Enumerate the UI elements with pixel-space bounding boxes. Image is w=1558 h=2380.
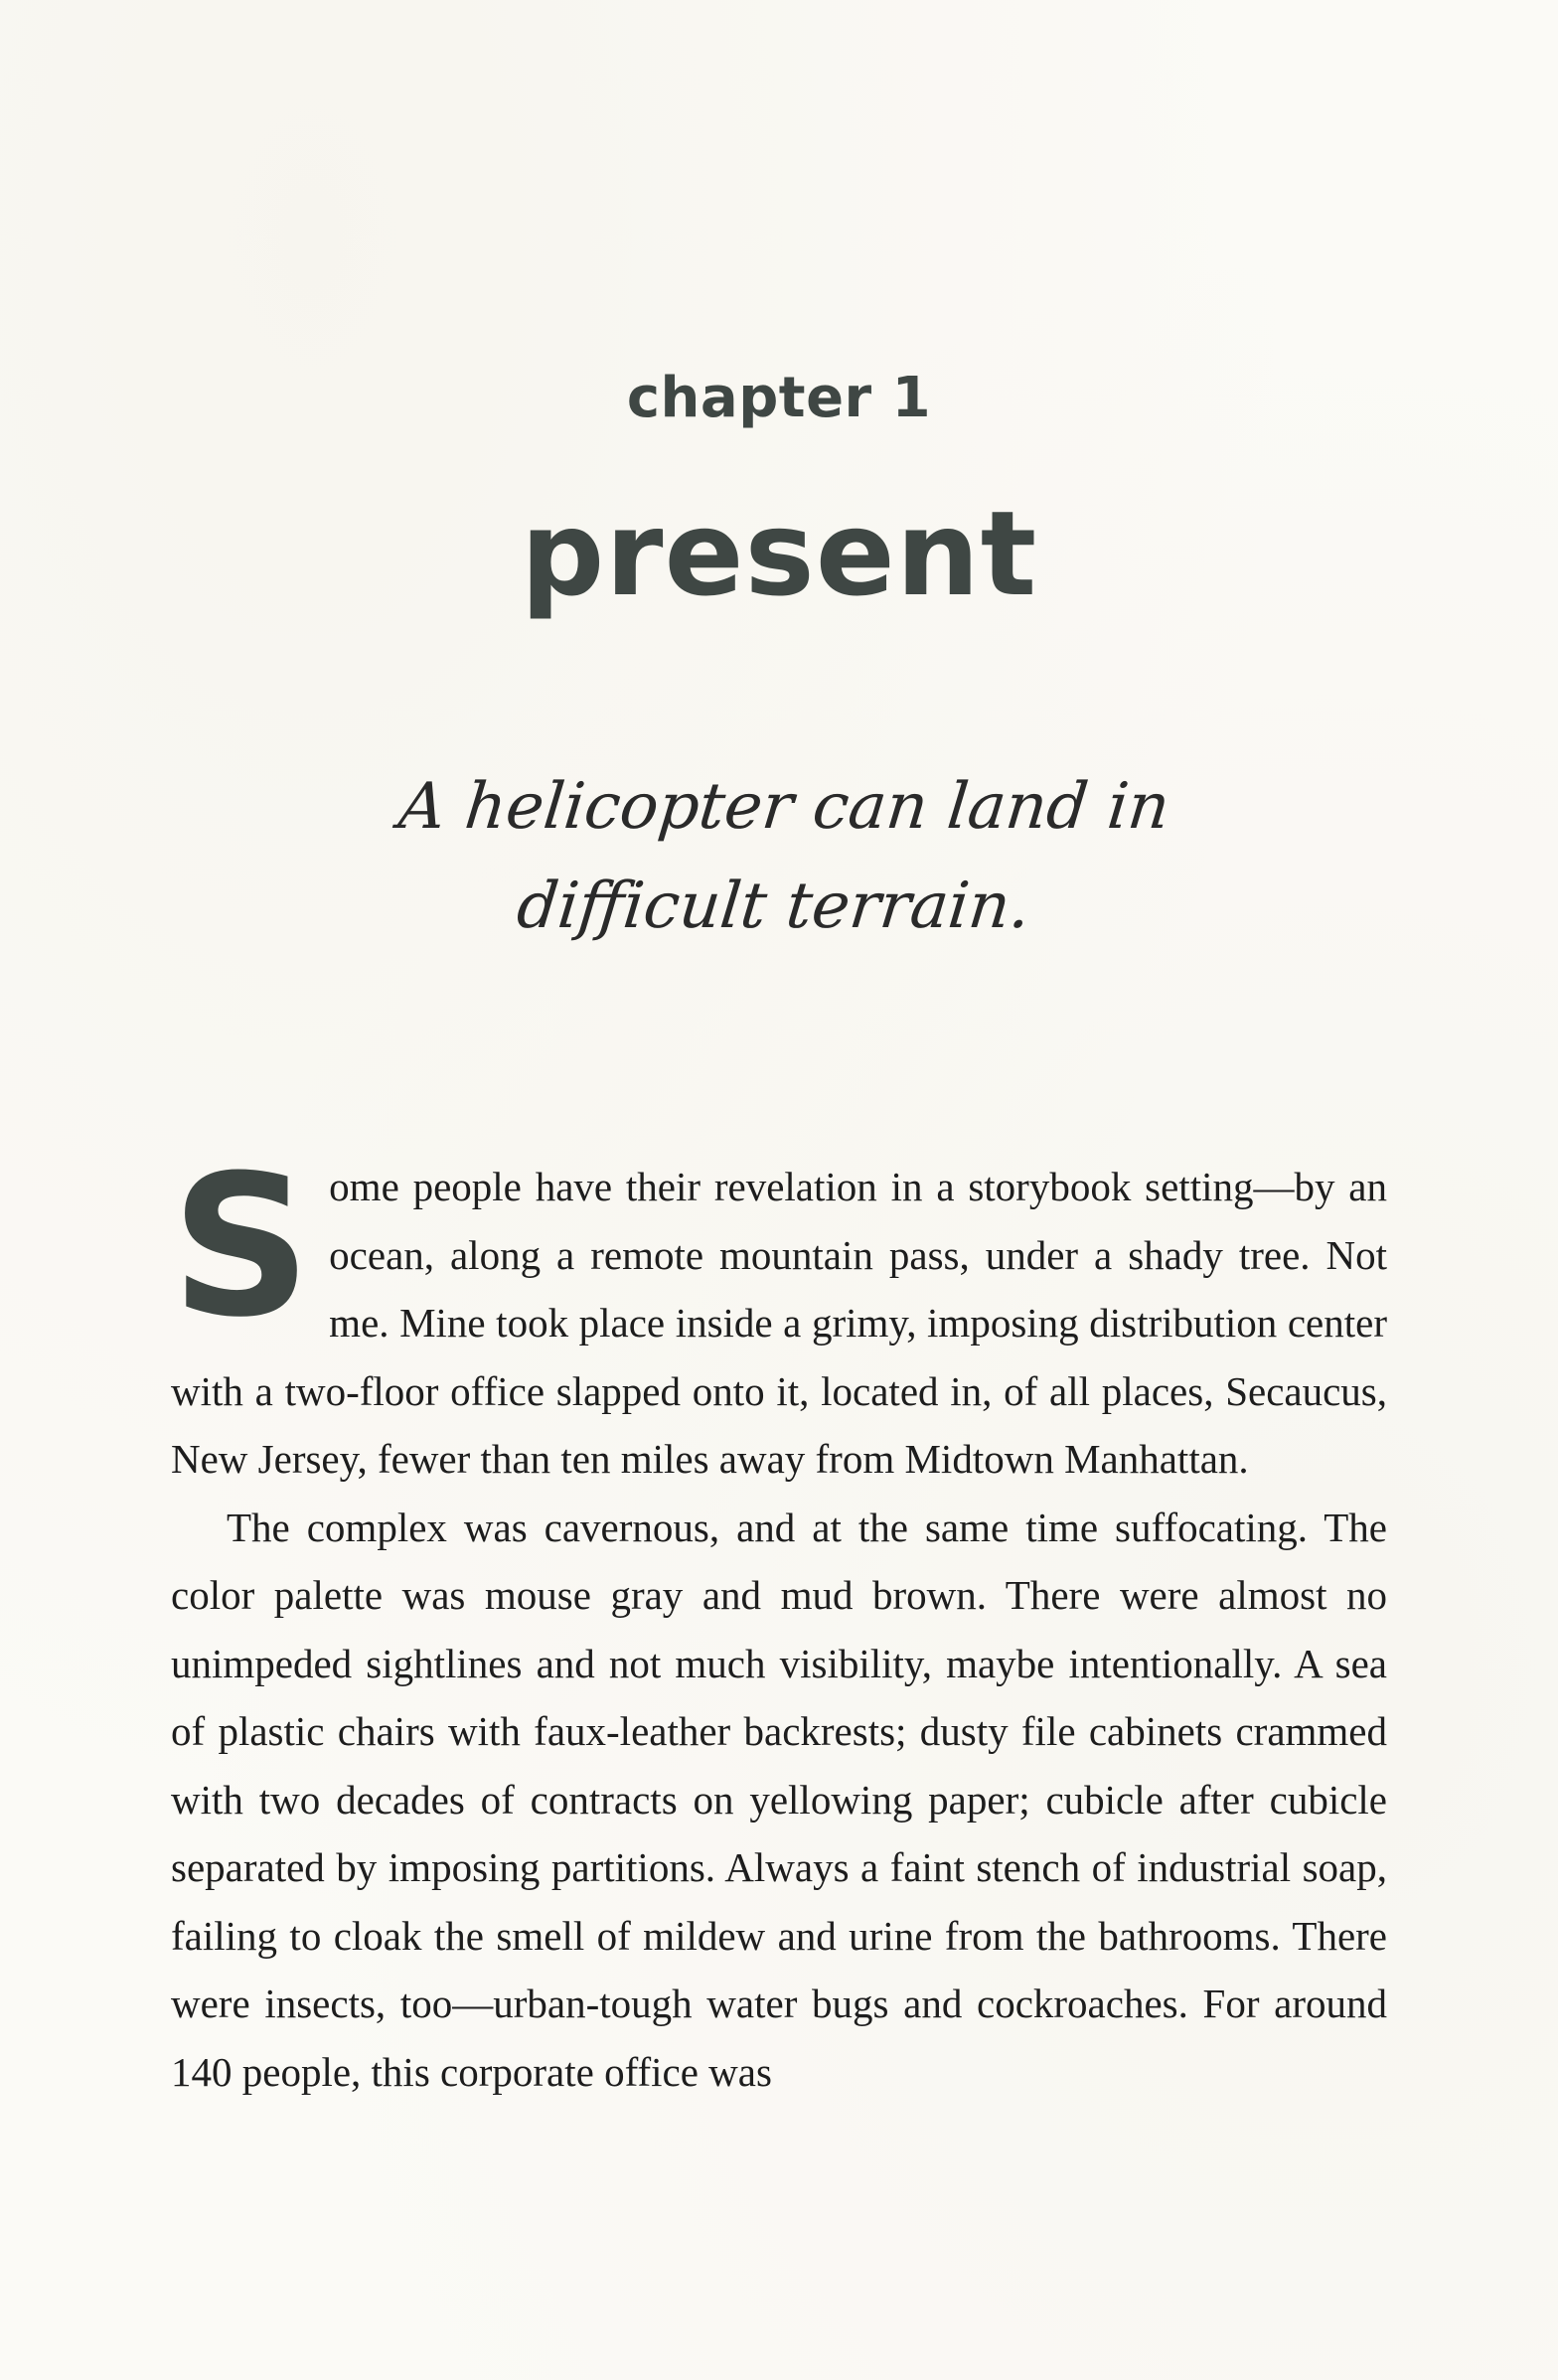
chapter-title: present — [520, 485, 1038, 622]
epigraph — [307, 757, 1250, 956]
paragraph-2: The complex was cavernous, and at the same time suffocating. The color palette was mouse gray and mud brown. There were almost no unimpeded sightlines and not much visibility, maybe intentionally. A sea of plastic chairs with faux-leather backrests; dusty file cabinets crammed with two decades of contracts on yellowing paper; cubicle after cubicle separated by imposing partitions. Always a faint stench of industrial soap, failing to cloak the smell of mildew and urine from the bathrooms. There were insects, too—urban-tough water bugs and cockroaches. For around 140 people, this corporate office was — [171, 1504, 1387, 2095]
chapter-label: chapter 1 — [626, 366, 932, 430]
epigraph-line-1: A helicopter can land in — [394, 770, 1173, 844]
drop-cap: S — [171, 1134, 312, 1360]
epigraph-line-2: difficult terrain. — [513, 870, 1034, 943]
paragraph-1 — [171, 1134, 1387, 1494]
paragraph-1-text: ome people have their revelation in a storybook setting—by an ocean, along a remote mountain pass, under a shady tree. Not me. Mine took place inside a grimy, imposing distribution center with a two-floor office slapped onto it, located in, of all places, Secaucus, New Jersey, fewer than ten miles away from Midtown Manhattan. — [171, 1164, 1387, 1482]
chapter-body — [171, 1134, 1387, 2106]
